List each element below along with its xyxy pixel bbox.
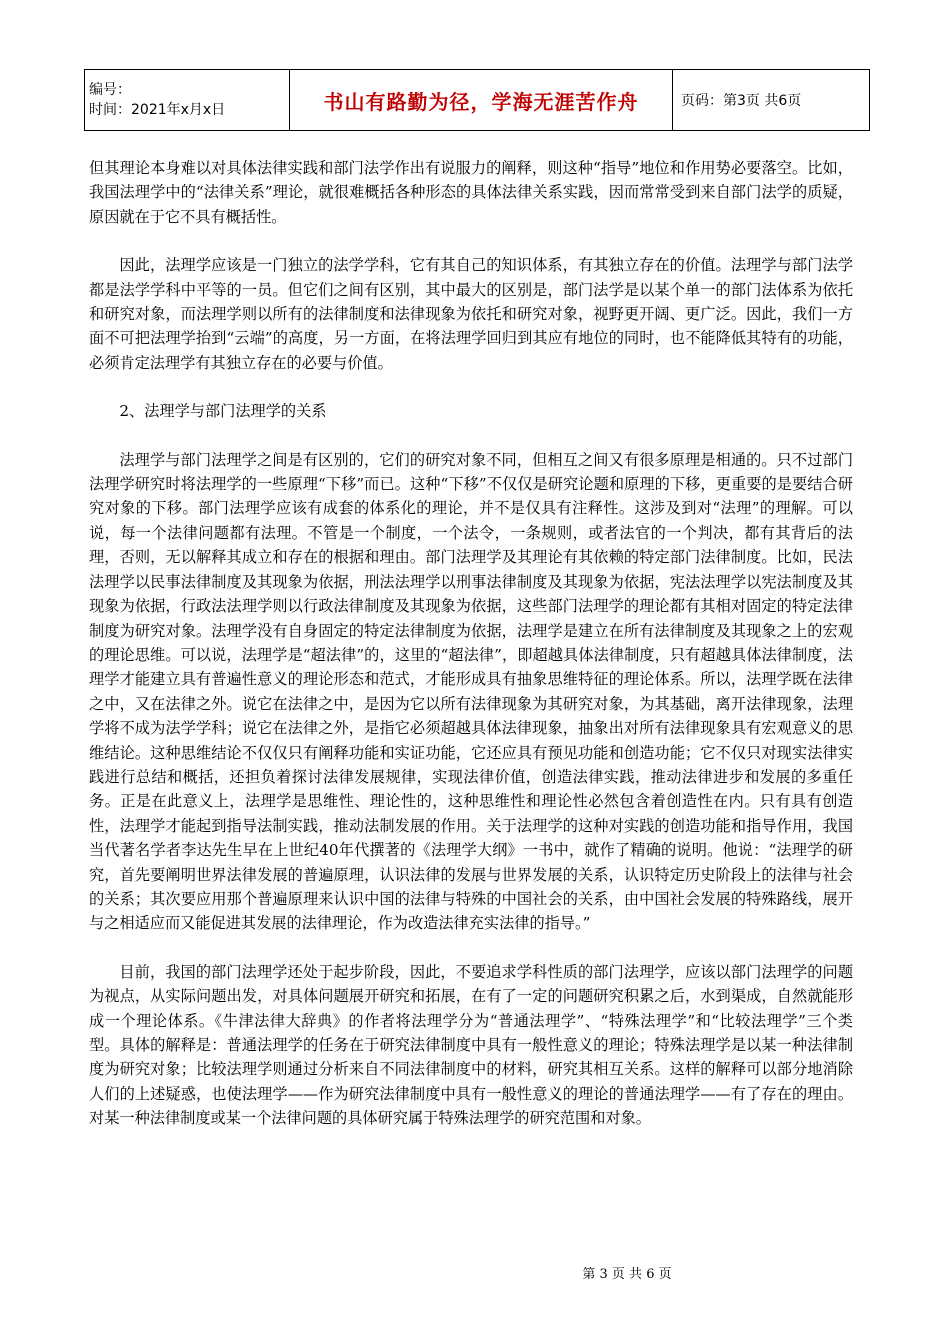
header-meta [85,70,290,131]
document-header [84,69,870,131]
page-footer: 第 3 页 共 6 页 [582,1267,672,1282]
paragraph: 因此，法理学应该是一门独立的法学学科，它有其自己的知识体系，有其独立存在的价值。法理学与部门法学都是法学学科中平等的一员。但它们之间有区别，其中最大的区别是，部门法学是以某个单一的部门法体系为依托和研究对象，而法理学则以所有的法律制度和法律现象为依托和研究对象，视野更开阔、更广泛。因此，我们一方面不可把法理学抬到“云端”的高度，另一方面，在将法理学回归到其应有地位的同时，也不能降低其特有的功能，必须肯定法理学有其独立存在的必要与价值。 [89,256,853,372]
header-page-info: 页码：第3页 共6页 [673,70,870,131]
header-motto: 书山有路勤为径，学海无涯苦作舟 [290,70,673,131]
section-heading: 2、法理学与部门法理学的关系 [119,402,327,421]
paragraph: 法理学与部门法理学之间是有区别的，它们的研究对象不同，但相互之间又有很多原理是相通的。只不过部门法理学研究时将法理学的一些原理“下移”而已。这种“下移”不仅仅是研究论题和原理的下移，更重要的是要结合研究对象的下移。部门法理学应该有成套的体系化的理论，并不是仅具有注释性。这涉及到对“法理”的理解。可以说，每一个法律问题都有法理。不管是一个制度，一个法令，一条规则，或者法官的一个判决，都有其背后的法理，否则，无以解释其成立和存在的根据和理由。部门法理学及其理论有其依赖的特定部门法律制度。比如，民法法理学以民事法律制度及其现象为依据，刑法法理学以刑事法律制度及其现象为依据，宪法法理学以宪法制度及其现象为依据，行政法法理学则以行政法律制度及其现象为依据，这些部门法理学的理论都有其相对固定的特定法律制度为研究对象。法理学没有自身固定的特定法律制度为依据，法理学是建立在所有法律制度及其现象之上的宏观的理论思维。可以说，法理学是“超法律”的，这里的“超法律”，即超越具体法律制度，只有超越具体法律制度，法理学才能建立具有普遍性意义的理论形态和范式，才能形成具有抽象思维特征的理论体系。所以，法理学既在法律之中，又在法律之外。说它在法律之中，是因为它以所有法律现象为其研究对象，为其基础，离开法律现象，法理学将不成为法学学科；说它在法律之外，是指它必须超越具体法律现象，抽象出对所有法律现象具有宏观意义的思维结论。这种思维结论不仅仅只有阐释功能和实证功能，它还应具有预见功能和创造功能；它不仅只对现实法律实践进行总结和概括，还担负着探讨法律发展规律，实现法律价值，创造法律实践，推动法律进步和发展的多重任务。正是在此意义上，法理学是思维性、理论性的，这种思维性和理论性必然包含着创造性在内。只有具有创造性，法理学才能起到指导法制实践，推动法制发展的作用。关于法理学的这种对实践的创造功能和指导作用，我国当代著名学者李达先生早在上世纪40年代撰著的《法理学大纲》一书中，就作了精确的说明。他说：“法理学的研究，首先要阐明世界法律发展的普遍原理，认识法律的发展与世界发展的关系，认识特定历史阶段上的法律与社会的关系；其次要应用那个普遍原理来认识中国的法律与特殊的中国社会的关系，由中国社会发展的特殊路线，展开与之相适应而又能促进其发展的法律理论，作为改造法律充实法律的指导。” [89,450,853,933]
paragraph: 但其理论本身难以对具体法律实践和部门法学作出有说服力的阐释，则这种“指导”地位和作用势必要落空。比如，我国法理学中的“法律关系”理论，就很难概括各种形态的具体法律关系实践，因而常常受到来自部门法学的质疑，原因就在于它不具有概括性。 [89,159,853,226]
document-body [89,156,853,1155]
document-time-label: 时间：2021年x月x日 [89,102,226,118]
paragraph: 目前，我国的部门法理学还处于起步阶段，因此，不要追求学科性质的部门法理学，应该以部门法理学的问题为视点，从实际问题出发，对具体问题展开研究和拓展，在有了一定的问题研究积累之后，水到渠成，自然就能形成一个理论体系。《牛津法律大辞典》的作者将法理学分为“普通法理学”、“特殊法理学”和“比较法理学”三个类型。具体的解释是：普通法理学的任务在于研究法律制度中具有一般性意义的理论；特殊法理学是以某一种法律制度为研究对象；比较法理学则通过分析来自不同法律制度中的材料，研究其相互关系。这样的解释可以部分地消除人们的上述疑惑，也使法理学——作为研究法律制度中具有一般性意义的理论的普通法理学——有了存在的理由。对某一种法律制度或某一个法律问题的具体研究属于特殊法理学的研究范围和对象。 [89,962,853,1128]
document-number-label: 编号： [89,82,131,98]
